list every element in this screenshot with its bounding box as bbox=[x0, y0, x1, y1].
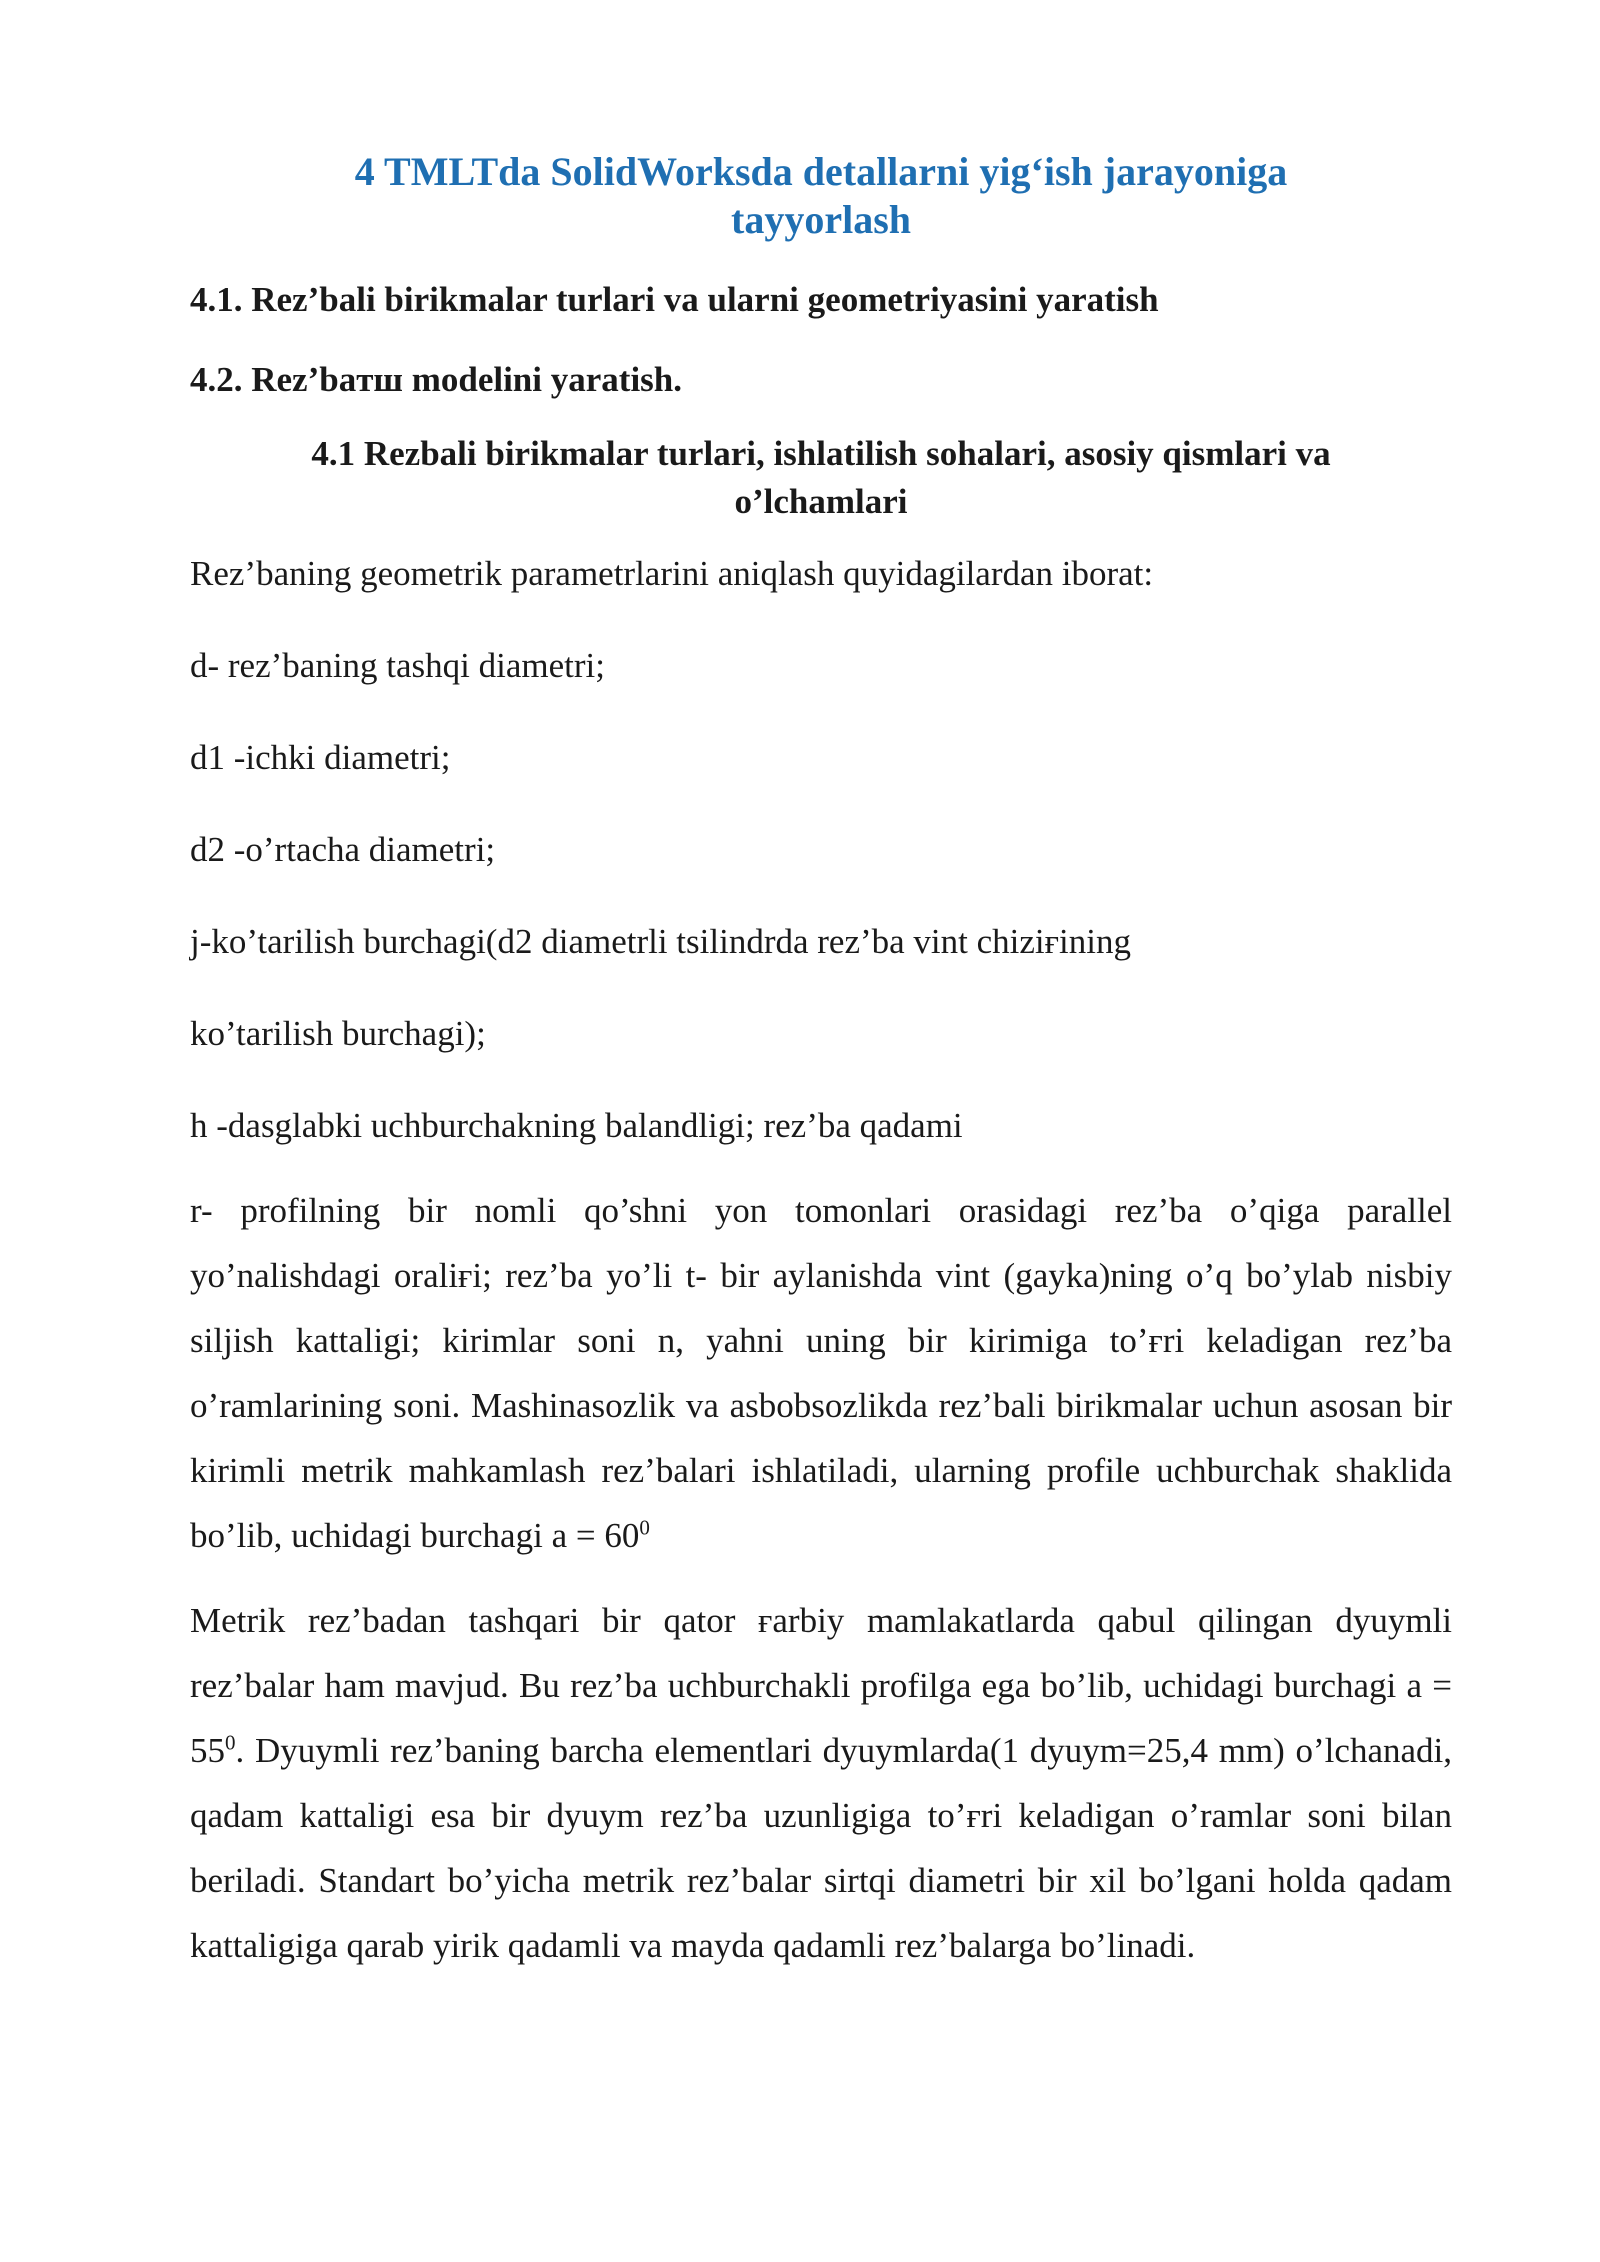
param-j-continued: ko’tarilish burchagi); bbox=[190, 1014, 486, 1053]
section-heading bbox=[190, 430, 1452, 526]
degree-superscript: 0 bbox=[639, 1515, 650, 1540]
param-h: h -dasglabki uchburchakning balandligi; rez’ba qadami bbox=[190, 1106, 963, 1145]
param-d2: d2 -o’rtacha diametri; bbox=[190, 830, 496, 869]
toc-item-4-1: 4.1. Rez’bali birikmalar turlari va ularni geometriyasini yaratish bbox=[190, 280, 1159, 319]
document-page bbox=[190, 148, 1452, 1998]
body-paragraph-1-text: r- profilning bir nomli qo’shni yon tomonlari orasidagi rez’ba o’qiga parallel yo’nalishdagi oraliғi; rez’ba yo’li t- bir aylanishda vint (gayka)ning o’q bo’ylab nisbiy siljish kattaligi; kirimlar soni n, yahni uning bir kirimiga to’ғri keladigan rez’ba o’ramlarining soni. Mashinasozlik va asbobsozlikda rez’bali birikmalar uchun asosan bir kirimli metrik mahkamlash rez’balari ishlatiladi, ularning profile uchburchak shaklida bo’lib, uchidagi burchagi a = 60 bbox=[190, 1191, 1452, 1555]
page-title bbox=[190, 148, 1452, 244]
param-d1: d1 -ichki diametri; bbox=[190, 738, 451, 777]
param-d: d- rez’baning tashqi diametri; bbox=[190, 646, 605, 685]
body-paragraph-2-text-a: Metrik rez’badan tashqari bir qator ғarbiy mamlakatlarda qabul qilingan dyuymli rez’balar ham mavjud. Bu rez’ba uchburchakli profilga ega bo’lib, uchidagi burchagi a = 55 bbox=[190, 1601, 1452, 1770]
degree-superscript-2: 0 bbox=[225, 1730, 236, 1755]
toc-item-4-2: 4.2. Rez’baтш modelini yaratish. bbox=[190, 360, 682, 399]
section-heading-line-1: 4.1 Rezbali birikmalar turlari, ishlatilish sohalari, asosiy qismlari va bbox=[311, 434, 1331, 473]
intro-paragraph: Rez’baning geometrik parametrlarini aniqlash quyidagilardan iborat: bbox=[190, 554, 1154, 593]
body-paragraph-2-text-b: . Dyuymli rez’baning barcha elementlari dyuymlarda(1 dyuym=25,4 mm) o’lchanadi, qadam kattaligi esa bir dyuym rez’ba uzunligiga to’ғri keladigan o’ramlar soni bilan beriladi. Standart bo’yicha metrik rez’balar sirtqi diametri bir xil bo’lgani holda qadam kattaligiga qarab yirik qadamli va mayda qadamli rez’balarga bo’linadi. bbox=[190, 1731, 1452, 1965]
body-paragraph-2 bbox=[190, 1588, 1452, 1978]
param-j: j-ko’tarilish burchagi(d2 diametrli tsilindrda rez’ba vint chiziғining bbox=[190, 922, 1131, 961]
page-title-line-2: tayyorlash bbox=[731, 197, 911, 242]
body-paragraph-1 bbox=[190, 1178, 1452, 1568]
section-heading-line-2: o’lchamlari bbox=[734, 482, 908, 521]
page-title-line-1: 4 TMLTda SolidWorksda detallarni yig‘ish jarayoniga bbox=[354, 149, 1288, 194]
